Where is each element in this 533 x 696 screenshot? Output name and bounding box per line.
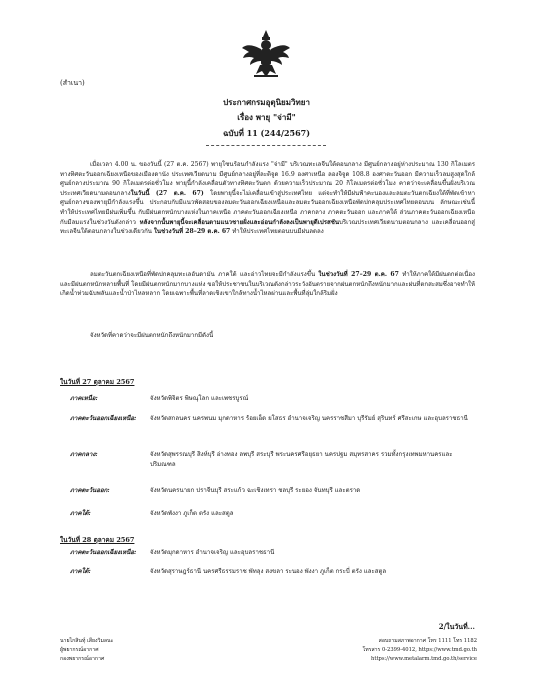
paragraph-emphasis: ในวันนี้ (27 ต.ค. 67)	[130, 189, 204, 197]
region-label: ภาคตะวันออกเฉียงเหนือ:	[70, 415, 137, 422]
paragraph-text: โดยพายุนี้จะไม่เคลื่อนเข้าสู่ประเทศไทย แต่จะทำให้มีฝนฟ้าคะนองและลมตะวันตกเฉียงใต้ที่พัดเข้าหาศูนย์กลางของพายุมีกำลังแรงขึ้น ประกอบกับมีแนวพัดสอบของลมตะวันออกเฉียงเหนือและลมตะวันออกเฉียงเหนือพัดปกคลุมประเทศไทยตอนบน ลักษณะเช่นนี้ทำให้ประเทศไทยมีฝนเพิ่มขึ้น กับมีฝนตกหนักบางแห่งในภาคเหนือ ภาคตะวันออกเฉียงเหนือ ภาคกลาง ภาคตะวันออก และภาคใต้ ส่วนภาคตะวันออกเฉียงเหนือ กับมีลมแรงในช่วงวันดังกล่าว	[60, 189, 476, 226]
region-label: ภาคตะวันออก:	[70, 487, 110, 494]
region-provinces: จังหวัดนครนายก ปราจีนบุรี สระแก้ว ฉะเชิงเทรา ชลบุรี ระยอง จันทบุรี และตราด	[150, 487, 361, 494]
region-provinces: จังหวัดพิจิตร พิษณุโลก และเพชรบูรณ์	[150, 395, 249, 402]
paragraph-storm-status	[60, 160, 475, 237]
paragraph-emphasis: ในช่วงวันที่ 28–29 ต.ค. 67	[153, 228, 231, 236]
paragraph-emphasis: ในช่วงวันที่ 27–29 ต.ค. 67	[318, 271, 399, 278]
region-label: ภาคใต้:	[70, 568, 91, 575]
contact-phone: สอบถามสภาพอากาศ โทร 1111 โทร 1182	[378, 638, 477, 644]
garuda-emblem-icon	[240, 28, 292, 80]
signatory-role: ผู้พยากรณ์อากาศ	[60, 647, 99, 653]
region-provinces: จังหวัดสุราษฎร์ธานี นครศรีธรรมราช พัทลุง สงขลา ระนอง พังงา ภูเก็ต กระบี่ ตรัง และสตูล	[150, 568, 387, 575]
day-heading: ในวันที่ 28 ตุลาคม 2567	[60, 536, 135, 544]
announcement-subject: เรื่อง พายุ "จ่ามี"	[237, 112, 296, 122]
region-provinces: จังหวัดสุพรรณบุรี สิงห์บุรี อ่างทอง ลพบุรี สระบุรี พระนครศรีอยุธยา นครปฐม สมุทรสาคร รวมทั้งกรุงเทพมหานครและปริมณฑล	[150, 451, 453, 468]
copy-label: (สำเนา)	[60, 79, 85, 87]
paragraph-text: ทำให้ประเทศไทยตอนบนมีฝนลดลง	[232, 228, 324, 236]
region-label: ภาคใต้:	[70, 510, 91, 517]
signatory-block	[60, 637, 113, 664]
contact-service-link[interactable]: https://www.metalarm.tmd.go.th/service	[371, 656, 477, 662]
paragraph-emphasis: หลังจากนั้นพายุนี้จะเคลื่อนตามแนวชายฝั่งและอ่อนกำลังลงเป็นพายุดีเปรสชัน	[139, 218, 339, 226]
paragraph-province-intro: จังหวัดที่คาดว่าจะมีฝนตกหนักถึงหนักมากมีดังนี้	[90, 332, 214, 339]
paragraph-south-warning	[60, 270, 475, 299]
region-label: ภาคเหนือ:	[70, 395, 98, 402]
region-label: ภาคตะวันออกเฉียงเหนือ:	[70, 549, 137, 556]
paragraph-text: ลมตะวันตกเฉียงเหนือที่พัดปกคลุมทะเลอันดามัน ภาคใต้ และอ่าวไทยจะมีกำลังแรงขึ้น	[90, 271, 316, 278]
contact-fax-website: โทรสาร 0-2399-4012, https://www.tmd.go.th	[362, 647, 477, 653]
announcement-title: ประกาศกรมอุตุนิยมวิทยา	[223, 97, 310, 107]
region-provinces: จังหวัดสกลนคร นครพนม มุกดาหาร ร้อยเอ็ด ยโสธร อำนาจเจริญ นครราชสีมา บุรีรัมย์ สุรินทร์ ศรีสะเกษ และอุบลราชธานี	[150, 415, 468, 422]
paragraph-text: เมื่อเวลา 4.00 น. ของวันนี้ (27 ต.ค. 2567) พายุโซนร้อนกำลังแรง "จ่ามี" บริเวณทะเลจีนใต้ตอนกลาง มีศูนย์กลางอยู่ห่างประมาณ 130 กิโลเมตร ทางทิศตะวันออกเฉียงเหนือของเมืองดานัง ประเทศเวียดนาม มีศูนย์กลางอยู่ที่ละติจูด 16.9 องศาเหนือ ลองจิจูด 108.8 องศาตะวันออก มีความเร็วลมสูงสุดใกล้ศูนย์กลางประมาณ 90 กิโลเมตรต่อชั่วโมง พายุนี้กำลังเคลื่อนตัวทางทิศตะวันตก ด้วยความเร็วประมาณ 20 กิโลเมตรต่อชั่วโมง คาดว่าจะเคลื่อนขึ้นฝั่งบริเวณประเทศเวียดนามตอนกลาง	[60, 161, 475, 197]
paragraph-text: บริเวณประเทศเวียดนามตอนกลาง และเคลื่อนออกสู่ทะเลจีนใต้ตอนกลางในช่วงเดียวกัน	[60, 218, 475, 236]
region-label: ภาคกลาง:	[70, 451, 98, 458]
day-heading: ในวันที่ 27 ตุลาคม 2567	[60, 378, 135, 386]
signatory-department: กองพยากรณ์อากาศ	[60, 656, 105, 662]
region-provinces: จังหวัดมุกดาหาร อำนาจเจริญ และอุบลราชธานี	[150, 549, 275, 556]
region-provinces: จังหวัดพังงา ภูเก็ต ตรัง และสตูล	[150, 510, 234, 517]
contact-block	[362, 637, 477, 664]
title-divider	[206, 145, 326, 146]
announcement-issue: ฉบับที่ 11 (244/2567)	[222, 128, 311, 138]
signatory-name: นายไกสินทุ์ เสียงวิมลนะ	[60, 638, 114, 644]
continued-marker: 2/ในวันที่...	[438, 622, 475, 631]
paragraph-text: ทำให้ภาคใต้มีฝนตกต่อเนื่องและมีฝนตกหนักหลายพื้นที่ โดยมีฝนตกหนักมากบางแห่ง ขอให้ประชาชนในบริเวณดังกล่าวระวังอันตรายจากฝนตกหนักถึงหนักมากและฝนที่ตกสะสมซึ่งอาจทำให้เกิดน้ำท่วมฉับพลันและน้ำป่าไหลหลาก โดยเฉพาะพื้นที่ลาดเชิงเขาใกล้ทางน้ำไหลผ่านและพื้นที่ลุ่มใกล้ริมฝั่ง	[60, 271, 475, 298]
